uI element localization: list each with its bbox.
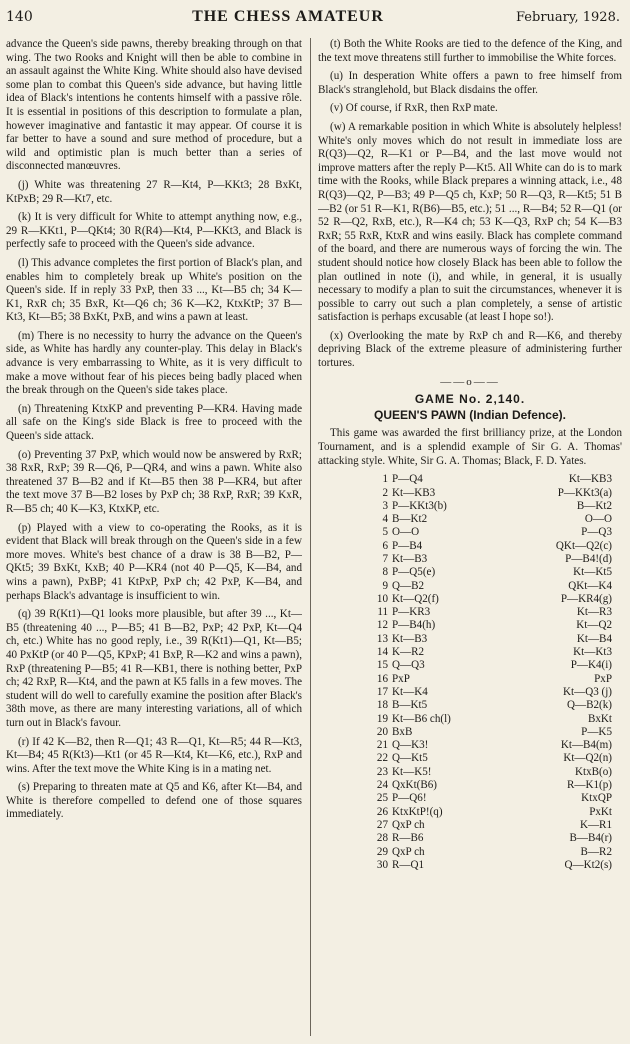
note-o: (o) Preventing 37 PxP, which would now be answered by RxR; 38 RxR, RxP; 39 R—Q6, P—QR4, and wins a pawn. White also threatened 37 B—B2 and if Kt—B5 then 38 P—KR4, but after the text move 37 B—B2 loses by PxP ch; 38 RxP, RxR; 39 KxR, R—B5 ch; 40 K—K3, KtxKP, etc. <box>6 448 302 515</box>
white-move: K—R2 <box>392 646 425 659</box>
white-move: Kt—Q2(f) <box>392 592 439 605</box>
move-number: 7 <box>382 553 388 565</box>
white-move: Kt—B6 ch(l) <box>392 712 451 725</box>
right-column <box>318 38 622 1040</box>
move-number: 6 <box>382 539 388 552</box>
move-number: 30 <box>376 858 388 871</box>
move-number: 9 <box>382 579 388 592</box>
white-move: Q—K3! <box>392 739 429 752</box>
right-column-notes <box>318 38 622 371</box>
white-move: Kt—KB3 <box>392 486 436 499</box>
black-move: Kt—KB3 <box>568 473 612 486</box>
black-move: P—K4(i) <box>570 659 612 672</box>
black-move: QKt—Q2(c) <box>555 539 612 552</box>
move-row <box>318 832 622 845</box>
move-number: 1 <box>382 473 388 486</box>
note-x: (x) Overlooking the mate by RxP ch and R—K6, and thereby depriving Black of the extreme pleasure of administering further tortures. <box>318 329 622 370</box>
move-row <box>318 566 622 579</box>
move-number: 15 <box>376 659 388 672</box>
column-divider <box>310 38 311 1036</box>
move-row <box>318 659 622 672</box>
move-number: 27 <box>376 818 388 831</box>
note-w: (w) A remarkable position in which White is absolutely helpless! White's only moves which do not result in immediate loss are R(Q3)—Q2, R—K1 or P—B4, and the last move would not improve matters after the reply P—Kt5. All White can do is to mark time with the Rooks, while Black prepares a winning attack, i.e., 48 R(Q3)—Q2, P—B3; 49 P—Q5 ch, KxP; 50 R—Q3, R—Kt5; 51 B—B2 (or 51 R—K1, R(B6)—B5, etc.); 51 ..., R—B4; 52 R—Q1 (or 52 R—Q2, RxB, etc.), R—K4 ch; 53 K—Q3, RxP ch; 54 K—B3 RxR; 55 RxR, KtxR and wins easily. Black has complete command of the board, and there are numerous ways of forcing the win. The student should notice how closely Black has been able to follow the plan outlined in note (i), and while, in general, it is usually necessary to modify a plan to suit the circumstances, whenever it is possible to carry out such a plan completely, a sense of artistic satisfaction is perhaps excusable (at least I hope so!). <box>318 120 622 324</box>
game-intro: This game was awarded the first brilliancy prize, at the London Tournament, and is a splendid example of Sir G. A. Thomas' attacking style. White, Sir G. A. Thomas; Black, F. D. Yates. <box>318 427 622 467</box>
black-move: Kt—R3 <box>576 606 612 619</box>
move-row <box>318 633 622 646</box>
black-move: B—B4(r) <box>569 832 612 845</box>
white-move: QxKt(B6) <box>392 779 437 792</box>
move-row <box>318 606 622 619</box>
black-move: BxKt <box>587 712 612 725</box>
move-row <box>318 580 622 593</box>
note-t: (t) Both the White Rooks are tied to the defence of the King, and the text move threatens still further to immobilise the White forces. <box>318 38 622 64</box>
white-move: B—Kt5 <box>392 699 428 712</box>
white-move: QxP ch <box>392 818 425 831</box>
white-move: KtxKtP!(q) <box>392 805 443 818</box>
game-number: GAME No. 2,140. <box>414 392 526 407</box>
move-row <box>318 739 622 752</box>
move-number: 14 <box>376 646 388 659</box>
white-move: P—Q6! <box>392 792 427 805</box>
note-r: (r) If 42 K—B2, then R—Q1; 43 R—Q1, Kt—R5; 44 R—Kt3, Kt—B4; 45 R(Kt3)—Kt1 (or 45 R—Kt4, Kt—K6, etc.), RxP and wins. After the text move the White King is in a mating net. <box>6 735 302 775</box>
move-number: 22 <box>376 752 388 765</box>
move-number: 16 <box>376 672 388 685</box>
black-move: P—Q3 <box>581 526 612 539</box>
move-row <box>318 513 622 526</box>
left-column <box>6 38 302 1040</box>
move-list <box>318 473 622 872</box>
move-row <box>318 646 622 659</box>
move-number: 20 <box>376 725 388 738</box>
note-k: (k) It is very difficult for White to attempt anything now, e.g., 29 R—KKt1, P—QKt4; 30 R(R4)—Kt4, P—KKt3, and Black is perfectly safe to proceed with the Queen's side advance. <box>6 211 302 251</box>
move-number: 10 <box>376 592 388 605</box>
black-move: P—B4!(d) <box>565 553 612 565</box>
white-move: Q—Q3 <box>392 659 425 672</box>
white-move: P—Q4 <box>392 473 423 486</box>
white-move: BxB <box>392 725 413 738</box>
black-move: P—KR4(g) <box>560 592 612 605</box>
black-move: Kt—B4 <box>576 632 612 645</box>
white-move: Kt—B3 <box>392 632 428 645</box>
move-row <box>318 593 622 606</box>
move-number: 19 <box>376 712 388 725</box>
black-move: Kt—B4(m) <box>560 739 612 752</box>
black-move: P—KKt3(a) <box>557 486 612 499</box>
white-move: Kt—K4 <box>392 685 428 698</box>
move-row <box>318 846 622 859</box>
move-number: 17 <box>376 685 388 698</box>
note-q: (q) 39 R(Kt1)—Q1 looks more plausible, but after 39 ..., Kt—B5 (threatening 40 ..., P—B5; 41 B—B2, PxP; 42 PxP, Kt—Q4 ch, etc.) White has no good reply, i.e., 39 R(Kt1)—Q1, Kt—B5; 40 PxKtP (or 40 P—Q5, KPxP; 41 BxP, R—K2 and wins a pawn), RxP (threatening P—B5; 41 R—KB1, there is nothing better, PxP ch; 42 RxP, R—Kt4, and the pawn at K5 falls in a few moves. The student will do well to carefully examine the position after Black's 38th move, as there are many interesting variations, all of which turn out in Black's favour. <box>6 608 302 729</box>
black-move: Kt—Q3 (j) <box>563 685 612 698</box>
white-move: R—B6 <box>392 832 424 845</box>
black-move: R—K1(p) <box>567 779 612 792</box>
black-move: KtxB(o) <box>575 765 612 778</box>
game-title: QUEEN'S PAWN (Indian Defence). <box>374 407 566 422</box>
black-move: B—Kt2 <box>576 499 612 512</box>
white-move: P—B4 <box>392 539 423 552</box>
white-move: Kt—B3 <box>392 553 428 565</box>
note-v: (v) Of course, if RxR, then RxP mate. <box>330 102 498 115</box>
black-move: B—R2 <box>580 845 612 858</box>
section-separator: ——o—— <box>440 375 500 388</box>
move-number: 26 <box>376 805 388 818</box>
move-number: 28 <box>376 832 388 845</box>
continued-paragraph: advance the Queen's side pawns, thereby breaking through on that wing. The two Rooks and Knight will then be able to combine in an assault against the White King. White should also have devised some plan to combat this Queen's side advance, but having little idea of Black's intentions he contents himself with a passive rôle. It is essential in positions of this description to formulate a plan, however imaginative and fantastic it may appear. Of course it is far better to have a sound and sure method of procedure, but a wild and optimistic plan is much better than a series of disconnected manœuvres. <box>6 38 302 173</box>
note-l: (l) This advance completes the first portion of Black's plan, and enables him to completely break up White's position on the Queen's side. If in reply 33 PxP, then 33 ..., Kt—B5 ch; 34 K—K1, RxR ch; 35 BxR, Kt—Q6 ch; 36 K—K2, KtxKtP; 37 B—Kt3, Kt—B5; 38 BxKt, PxB, and wins a pawn at least. <box>6 256 302 324</box>
black-move: KtxQP <box>581 792 612 805</box>
move-number: 5 <box>382 526 388 539</box>
move-row <box>318 526 622 539</box>
white-move: Q—Kt5 <box>392 752 428 765</box>
white-move: R—Q1 <box>392 858 425 871</box>
move-number: 11 <box>377 606 388 619</box>
move-row <box>318 819 622 832</box>
move-number: 23 <box>376 765 388 778</box>
black-move: Q—Kt2(s) <box>564 858 612 871</box>
note-m: (m) There is no necessity to hurry the advance on the Queen's side, as White has hardly any counter-play. This delay in Black's advance is very embarrassing to White, as it is very difficult to make a move without fear of his pieces being badly placed when the break through on the Queen's side takes place. <box>6 329 302 397</box>
black-move: PxP <box>594 672 612 685</box>
black-move: Kt—Kt3 <box>573 646 612 659</box>
issue-date: February, 1928. <box>516 9 620 25</box>
white-move: P—Q5(e) <box>392 566 436 579</box>
note-n: (n) Threatening KtxKP and preventing P—KR4. Having made all safe on the King's side Black is free to proceed with the Queen's side attack. <box>6 402 302 443</box>
move-row <box>318 779 622 792</box>
white-move: P—B4(h) <box>392 619 436 632</box>
move-number: 18 <box>376 699 388 712</box>
move-number: 21 <box>376 739 388 752</box>
move-row <box>318 792 622 805</box>
white-move: QxP ch <box>392 845 425 858</box>
move-number: 25 <box>376 792 388 805</box>
note-s: (s) Preparing to threaten mate at Q5 and K6, after Kt—B4, and White is therefore compelled to defend one of those squares immediately. <box>6 781 302 821</box>
move-number: 2 <box>382 486 388 499</box>
black-move: Kt—Q2 <box>576 619 612 632</box>
move-number: 3 <box>382 499 388 512</box>
move-number: 13 <box>376 632 388 645</box>
page-number: 140 <box>6 9 33 25</box>
black-move: Kt—Kt5 <box>573 566 612 579</box>
move-number: 12 <box>376 619 388 632</box>
move-number: 29 <box>376 845 388 858</box>
move-row <box>318 766 622 779</box>
move-row <box>318 619 622 632</box>
move-number: 4 <box>382 513 388 526</box>
move-row <box>318 752 622 765</box>
black-move: Q—B2(k) <box>567 699 612 712</box>
move-row <box>318 699 622 712</box>
black-move: K—R1 <box>579 818 612 831</box>
black-move: QKt—K4 <box>568 579 612 592</box>
move-row <box>318 726 622 739</box>
move-row <box>318 713 622 726</box>
move-row <box>318 806 622 819</box>
move-row <box>318 487 622 500</box>
white-move: B—Kt2 <box>392 513 428 526</box>
move-row <box>318 686 622 699</box>
move-row <box>318 540 622 553</box>
move-row <box>318 553 622 566</box>
move-number: 24 <box>376 779 388 792</box>
journal-title: THE CHESS AMATEUR <box>192 8 384 25</box>
black-move: PxKt <box>589 805 612 818</box>
white-move: Kt—K5! <box>392 765 432 778</box>
black-move: Kt—Q2(n) <box>563 752 612 765</box>
white-move: P—KKt3(b) <box>392 499 447 512</box>
note-p: (p) Played with a view to co-operating the Rooks, as it is evident that Black will break through on the Queen's side in a few more moves. White's best chance of a draw is 38 B—B2, P—QKt5; 39 BxKt, KxB; 40 P—KR4 (not 40 P—Q5, K—B4, and wins a pawn), PxBP; 41 KtPxP, PxP ch; 42 PxP, K—B4, and perhaps Black's advantage is insufficient to win. <box>6 521 302 602</box>
white-move: O—O <box>392 526 420 539</box>
note-u: (u) In desperation White offers a pawn to free himself from Black's stranglehold, but Black disdains the offer. <box>318 70 622 96</box>
note-j: (j) White was threatening 27 R—Kt4, P—KKt3; 28 BxKt, KtPxB; 29 R—Kt7, etc. <box>6 178 302 205</box>
move-row <box>318 473 622 486</box>
page-header <box>6 6 620 28</box>
white-move: PxP <box>392 672 410 685</box>
white-move: Q—B2 <box>392 579 425 592</box>
move-row <box>318 859 622 872</box>
move-number: 8 <box>382 566 388 579</box>
black-move: O—O <box>584 513 612 526</box>
white-move: P—KR3 <box>392 606 431 619</box>
black-move: P—K5 <box>581 725 612 738</box>
move-row <box>318 673 622 686</box>
move-row <box>318 500 622 513</box>
